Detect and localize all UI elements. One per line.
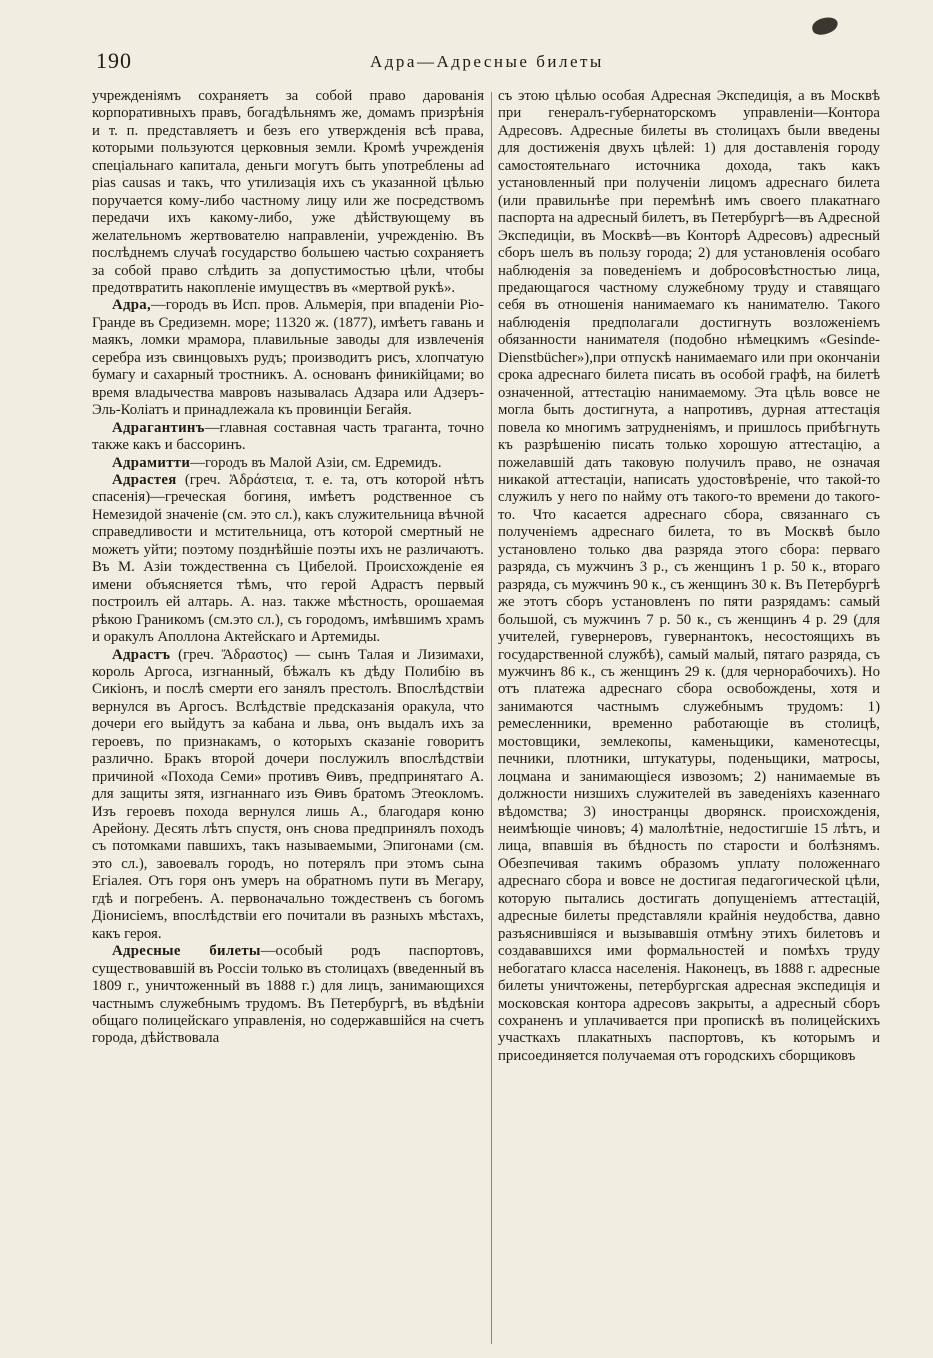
entry-adragantin bbox=[92, 420, 484, 455]
entry-adrast bbox=[92, 647, 484, 944]
entry-text: съ этою цѣлью особая Адресная Экспедиція, а въ Москвѣ при генералъ-губернаторскомъ управленіи—Контора Адресовъ. Адресные билеты въ столицахъ были введены для достиженія двухъ цѣлей: 1) для доставленія городу самостоятельнаго источника дохода, такъ какъ установленный при полученіи лицомъ адреснаго билета (или правильнѣе при перемѣнѣ имъ своего плакатнаго паспорта на адресный билетъ, въ Петербургѣ—въ Адресной Экспедиціи, въ Москвѣ—въ Конторѣ Адресовъ) адресный сборъ шелъ въ пользу города; 2) для установленія особаго наблюденія за поведеніемъ и добросовѣстностью лица, предающагося частному служебному труду и ставящаго себя въ отношенія нанимаемаго къ нанимателю. Такого наблюденія предполагали достигнуть возложеніемъ обязанности нанимателя (подобно нѣмецкимъ «Gesinde-Dienstbücher»),при отпускѣ нанимаемаго или при окончаніи срока адреснаго билета писать въ особой графѣ, на билетѣ означенной, аттестацію нанимаемому. Эта цѣль вовсе не могла быть достигнута, а напротивъ, дурная аттестація повела ко многимъ затрудненіямъ, и пришлось прибѣгнуть къ разрѣшенію писать только хорошую аттестацію, а пожелавшій дать таковую получилъ право, не означая никакой аттестаціи, написать удостовѣреніе, что такой-то служилъ у него по найму отъ такого-то времени до такого-то. Что касается адреснаго сбора, связаннаго съ полученіемъ адреснаго билета, то въ Москвѣ было установлено только два разряда этого сбора: перваго разряда, съ мужчинъ 3 р., съ женщинъ 1 р. 50 к., втораго разряда, съ мужчинъ 90 к., съ женщинъ 30 к. Въ Петербургѣ же этотъ сборъ установленъ по пяти разрядамъ: самый большой, съ мужчинъ 7 р. 50 к., съ женщинъ 4 р. 29 (для учителей, гувернеровъ, гувернантокъ, несостоящихъ въ государственной службѣ), самый малый, пятаго разряда, съ мужчинъ 86 к., съ женщинъ 29 к. (для чернорабочихъ). Но отъ платежа адреснаго сбора освобождены, хотя и занимаются частнымъ служебнымъ трудомъ: 1) ремесленники, временно работающіе въ столицѣ, мостовщики, землекопы, каменьщики, каменотесцы, печники, плотники, штукатуры, поденьщики, матросы, лоцмана и занимающіеся извозомъ; 2) нанимаемые въ должности низшихъ служителей въ заведеніяхъ казеннаго вѣдомства; 3) иностранцы дворянск. происхожденія, неимѣющіе чиновъ; 4) малолѣтніе, недостигшіе 15 лѣтъ, и лица, впавшія въ бѣдность по старости и болѣзнямъ. Обезпечивая такимъ образомъ уплату положеннаго адреснаго сбора и вовсе не достигая педагогической цѣли, которую пытались достигать допущеніемъ аттестацій, адресные билеты представляли крайнія неудобства, давно разъяснившіяся и вызывавшія отмѣну этихъ билетовъ и создававшихся ими формальностей и помѣхъ труду небогатаго класса населенія. Наконецъ, въ 1888 г. адресные билеты уничтожены, петербургская адресная экспедиція и московская контора адресовъ закрыты, а адресный сборъ сохраненъ и уплачивается при пропискѣ въ полицейскихъ участкахъ плакатныхъ паспортовъ, къ которымъ и присоединяется получаемая отъ городскихъ сборщиковъ bbox=[498, 88, 880, 1064]
column-divider bbox=[491, 92, 492, 1344]
entry-continuation bbox=[92, 88, 484, 297]
entry-adresnye-bilety bbox=[92, 943, 484, 1048]
entry-headword: Адрагантинъ bbox=[112, 419, 205, 436]
ink-blot bbox=[811, 15, 840, 36]
entry-headword: Адрастея bbox=[112, 471, 177, 488]
entry-text: —особый родъ паспортовъ, существовавшій въ Россіи только въ столицахъ (введенный въ 1809 г., уничтоженный въ 1888 г.) для лицъ, занимающихся частнымъ служебнымъ трудомъ. Въ Петербургѣ, въ вѣдѣніи общаго полицейскаго управленія, но содержавшійся на счетъ города, дѣйствовала bbox=[92, 943, 484, 1047]
entry-headword: Адра, bbox=[112, 297, 151, 314]
entry-text: (греч. Ἄδραστος) — сынъ Талая и Лизимахи, король Аргоса, изгнанный, бѣжалъ къ дѣду Полибію въ Сикіонъ, и послѣ смерти его занялъ престолъ. Впослѣдствіи вернулся въ Аргосъ. Вслѣдствіе предсказанія оракула, что дочери его выйдутъ за кабана и льва, онъ выдалъ ихъ за героевъ, по признакамъ, о которыхъ сказаніе говоритъ различно. Бракъ второй дочери послужилъ впослѣдствіи причиной «Похода Семи» противъ Ѳивъ, предпринятаго А. для защиты зятя, изгнаннаго изъ Ѳивъ братомъ Этеокломъ. Изъ героевъ похода вернулся лишь А., благодаря коню Арейону. Десять лѣтъ спустя, онъ снова предпринялъ походъ съ потомками павшихъ, такъ называемыми, Эпигонами (см. это сл.), завоевалъ городъ, но потерялъ при этомъ сына Егіалея. Отъ горя онъ умеръ на обратномъ пути въ Мегару, гдѣ и погребенъ. А. первоначально тождественъ съ богомъ Діонисіемъ, впослѣдствіи его почитали въ разныхъ мѣстахъ, какъ героя. bbox=[92, 646, 484, 942]
entry-text: учрежденіямъ сохраняетъ за собой право дарованія корпоративныхъ правъ, богадѣльнямъ же, домамъ призрѣнія и т. п. представляетъ и безъ его утвержденія всѣ права, которыми пользуются церковныя земли. Кромѣ учрежденія спеціальнаго капитала, деньги могутъ быть употреблены ad pias causas и такъ, что утилизація ихъ съ указанной цѣлью поручается кому-либо частному лицу или же посредствомъ передачи ихъ какому-либо, уже дѣйствующему въ желательномъ жертвователю направленіи, учрежденію. Въ послѣднемъ случаѣ государство большею частью сохраняетъ за собой право слѣдить за допустимостью цѣли, чтобы предотвратить накопленіе имуществъ въ «мертвой рукѣ». bbox=[92, 88, 484, 296]
page-number: 190 bbox=[96, 48, 132, 73]
entry-text: —главная составная часть траганта, точно также какъ и бассоринъ. bbox=[92, 419, 484, 454]
entry-adrasteya bbox=[92, 472, 484, 647]
running-head: Адра—Адресные билеты bbox=[370, 52, 604, 71]
entry-text: —городъ въ Исп. пров. Альмерія, при впаденіи Ріо-Гранде въ Средиземн. море; 11320 ж. (1877), имѣетъ гавань и маякъ, ломки мрамора, плавильные заводы для извлеченія серебра изъ свинцовыхъ рудъ; производитъ рисъ, хлопчатую бумагу и сахарный тростникъ. А. основанъ финикійцами; во время владычества мавровъ называлась Адзара или Адзеръ-Эль-Коліатъ и принадлежала къ провинціи Бегайя. bbox=[92, 297, 484, 419]
entry-headword: Адрамитти bbox=[112, 454, 191, 471]
entry-text: —городъ въ Малой Азіи, см. Едремидъ. bbox=[190, 454, 442, 471]
left-column bbox=[92, 88, 484, 1350]
entry-headword: Адресные билеты bbox=[112, 943, 261, 960]
entry-adramitti bbox=[92, 455, 484, 472]
entry-text: (греч. Ἀδράστεια, т. е. та, отъ которой нѣтъ спасенія)—греческая богиня, имѣетъ родственное съ Немезидой значеніе (см. это сл.), какъ служительница вѣчной справедливости и мстительница, отъ которой смертный не можетъ уйти; поэтому позднѣйшіе поэты ихъ не различаютъ. Въ М. Азіи тождественна съ Цибелой. Происхожденіе ея имени объясняется тѣмъ, что герой Адрастъ первый построилъ ей алтарь. А. наз. также мѣстность, орошаемая рѣкою Граникомъ (см.это сл.), съ городомъ, имѣвшимъ храмъ и оракулъ Аполлона Актейскаго и Артемиды. bbox=[92, 471, 484, 646]
entry-adra bbox=[92, 297, 484, 419]
right-column bbox=[498, 88, 880, 1350]
entry-continuation bbox=[498, 88, 880, 1065]
entry-headword: Адрастъ bbox=[112, 646, 171, 663]
